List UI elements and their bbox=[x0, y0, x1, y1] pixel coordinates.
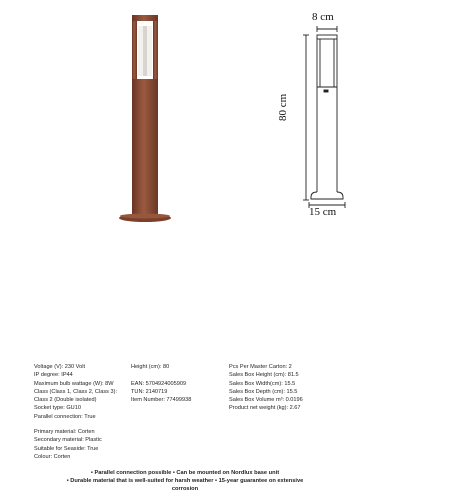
spec-box-width: Sales Box Width(cm): 15.5 bbox=[229, 380, 296, 387]
spec-parallel: Parallel connection: True bbox=[34, 413, 96, 420]
feature-list bbox=[40, 469, 330, 493]
spec-max-wattage: Maximum bulb wattage (W): 8W bbox=[34, 380, 114, 387]
spec-tun: TUN: 2140719 bbox=[131, 388, 168, 395]
spec-column-packaging bbox=[229, 363, 303, 413]
dimension-top-width: 8 cm bbox=[312, 11, 334, 23]
spec-ean: EAN: 5704924005909 bbox=[131, 380, 187, 387]
lamp-body bbox=[132, 79, 158, 214]
dimension-height: 80 cm bbox=[277, 93, 289, 121]
spec-pcs-per-carton: Pcs Per Master Carton: 2 bbox=[229, 364, 292, 370]
spec-height: Height (cm): 80 bbox=[131, 364, 170, 370]
spec-class: Class (Class 1, Class 2, Class 3): bbox=[34, 388, 117, 395]
spec-primary-material: Primary material: Corten bbox=[34, 429, 95, 435]
lamp-post-right bbox=[153, 21, 158, 79]
spec-column-electrical bbox=[34, 363, 117, 421]
spec-column-ids bbox=[131, 363, 191, 404]
spec-box-volume: Sales Box Volume m³: 0.0196 bbox=[229, 397, 303, 404]
spec-box-height: Sales Box Height (cm): 81.5 bbox=[229, 372, 299, 379]
lamp-post-left bbox=[132, 21, 137, 79]
spec-class-value: Class 2 (Double isolated) bbox=[34, 397, 97, 404]
spec-item-number: Item Number: 77499938 bbox=[131, 397, 192, 404]
product-image bbox=[110, 12, 180, 227]
feature-line: • Durable material that is well-suited for harsh weather • 15-year guarantee on extensive bbox=[66, 478, 304, 484]
feature-line: • Parallel connection possible • Can be mounted on Nordlux base unit bbox=[90, 470, 280, 476]
spec-net-weight: Product net weight (kg): 2.67 bbox=[229, 405, 301, 412]
feature-line: corrosion bbox=[171, 486, 199, 492]
spec-secondary-material: Secondary material: Plastic bbox=[34, 437, 102, 444]
spec-colour: Colour: Corten bbox=[34, 453, 71, 460]
dimension-base-width: 15 cm bbox=[309, 206, 337, 218]
spec-column-materials bbox=[34, 428, 102, 461]
spec-ip-degree: IP degree: IP44 bbox=[34, 372, 73, 379]
spec-box-depth: Sales Box Depth (cm): 15.5 bbox=[229, 388, 298, 395]
spec-seaside: Suitable for Seaside: True bbox=[34, 445, 99, 452]
spacer bbox=[131, 371, 191, 379]
spec-voltage: Voltage (V): 230 Volt bbox=[34, 364, 85, 370]
dimension-drawing bbox=[283, 12, 363, 222]
lamp-cap bbox=[132, 15, 158, 21]
spec-socket: Socket type: GU10 bbox=[34, 405, 81, 412]
